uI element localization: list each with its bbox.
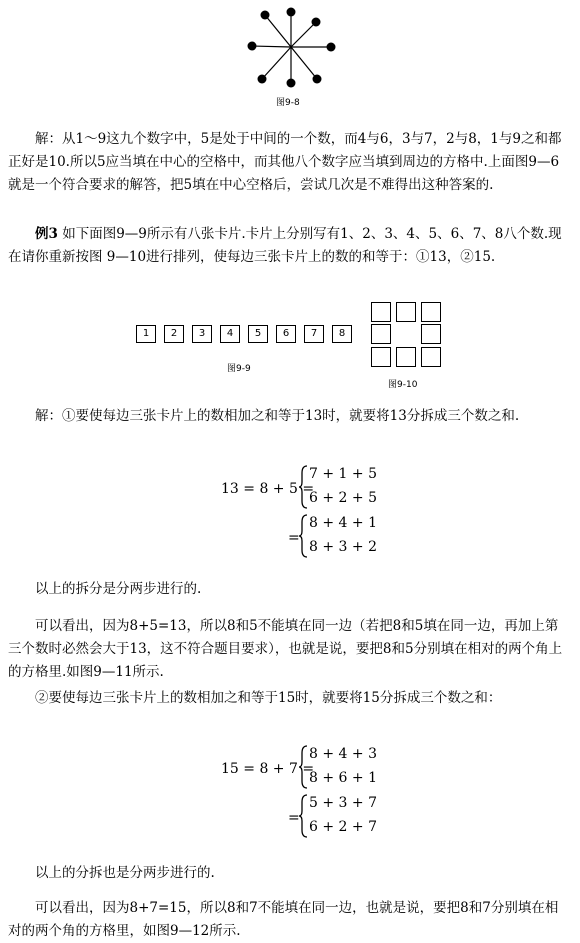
card-1: 1	[136, 325, 156, 343]
grid-cell-top-middle	[396, 302, 416, 322]
eq1-bottom-line-1: 8 + 4 + 1	[309, 515, 377, 531]
eq1-equals: =	[288, 530, 300, 546]
grid-cell-bottom-right	[421, 347, 441, 367]
eq1-lhs: 13 = 8 + 5 =	[221, 481, 315, 497]
solution-2-intro: ②要使每边三张卡片上的数相加之和等于15时，就要将15分拆成三个数之和：	[35, 690, 502, 706]
example-3-paragraph	[8, 223, 570, 269]
card-6: 6	[276, 325, 296, 343]
eq1-bottom-line-2: 8 + 3 + 2	[309, 539, 377, 555]
card-7: 7	[304, 325, 324, 343]
figure-9-8-caption: 图9-8	[276, 98, 300, 108]
card-4: 4	[220, 325, 240, 343]
grid-cell-top-right	[421, 302, 441, 322]
eq1-brace-top	[298, 465, 308, 509]
eq1-top-line-1: 7 + 1 + 5	[309, 466, 377, 482]
example-3-label: 例3	[35, 226, 58, 242]
eq2-bottom-line-1: 5 + 3 + 7	[309, 795, 377, 811]
grid-cell-middle-right	[421, 324, 441, 344]
card-8: 8	[332, 325, 352, 343]
eq2-top-line-2: 8 + 6 + 1	[309, 770, 377, 786]
card-5: 5	[248, 325, 268, 343]
eq2-lhs: 15 = 8 + 7 =	[221, 761, 315, 777]
reason-paragraph-2: 可以看出，因为8+7=15，所以8和7不能填在同一边，也就是说，要把8和7分别填在相对的两个角的方格里，如图9—12所示.	[8, 900, 559, 939]
grid-cell-middle-left	[371, 324, 391, 344]
eq2-equals: =	[288, 810, 300, 826]
eq2-brace-top	[298, 745, 308, 789]
figure-9-8-star	[238, 2, 348, 94]
eq1-brace-bottom	[298, 514, 308, 558]
grid-cell-bottom-middle	[396, 347, 416, 367]
grid-cell-top-left	[371, 302, 391, 322]
eq2-brace-bottom	[298, 794, 308, 838]
step-note-2: 以上的分拆也是分两步进行的.	[35, 865, 215, 881]
grid-cell-bottom-left	[371, 347, 391, 367]
solution-1-intro: 解：①要使每边三张卡片上的数相加之和等于13时，就要将13分拆成三个数之和.	[35, 408, 520, 424]
figure-9-10-caption: 图9-10	[388, 380, 418, 390]
reason-paragraph-1: 可以看出，因为8+5=13，所以8和5不能填在同一边（若把8和5填在同一边，再加上第三个数时必然会大于13，这不符合题目要求），也就是说，要把8和5分别填在相对的两个角上的方格里.如图9—11所示.	[8, 618, 563, 680]
example-3-text: 如下面图9—9所示有八张卡片.卡片上分别写有1、2、3、4、5、6、7、8八个数.现在请你重新按图 9—10进行排列，使每边三张卡片上的数的和等于：①13，②15.	[8, 226, 562, 265]
solution-paragraph-1: 解：从1～9这九个数字中，5是处于中间的一个数，而4与6，3与7，2与8，1与9之和都正好是10.所以5应当填在中心的空格中，而其他八个数字应当填到周边的方格中.上面图9—6就是一个符合要求的解答，把5填在中心空格后，尝试几次是不难得出这种答案的.	[8, 131, 562, 193]
eq2-bottom-line-2: 6 + 2 + 7	[309, 819, 377, 835]
figure-9-9-caption: 图9-9	[227, 364, 251, 374]
step-note-1: 以上的拆分是分两步进行的.	[35, 581, 202, 597]
eq1-top-line-2: 6 + 2 + 5	[309, 490, 377, 506]
card-2: 2	[164, 325, 184, 343]
eq2-top-line-1: 8 + 4 + 3	[309, 746, 377, 762]
card-3: 3	[192, 325, 212, 343]
